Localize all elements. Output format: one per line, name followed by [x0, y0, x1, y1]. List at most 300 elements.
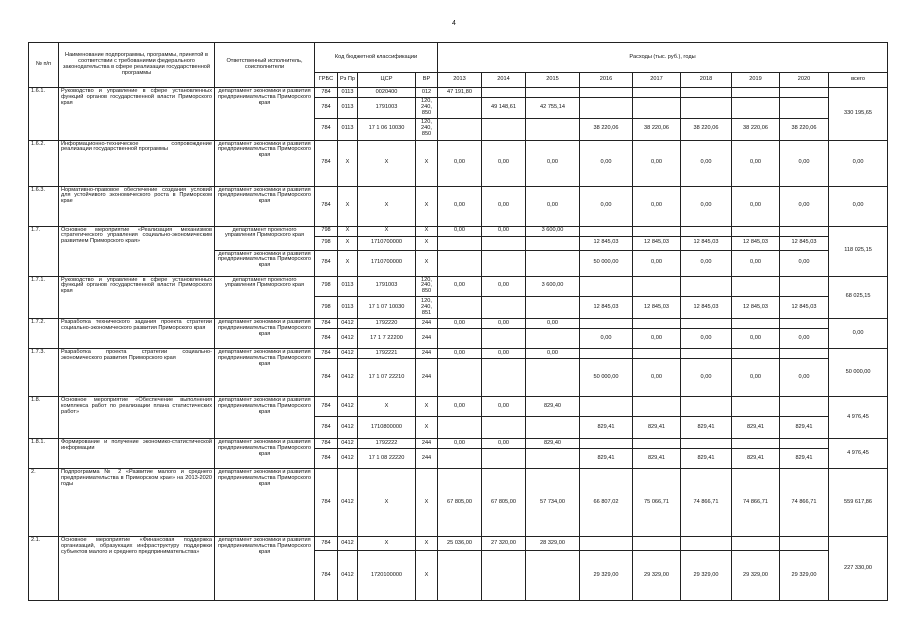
cell-rzpr: 0412 [338, 417, 358, 439]
row-total: 0,00 [829, 140, 888, 186]
cell-2013 [438, 98, 482, 119]
row-total: 4 976,45 [829, 439, 888, 469]
cell-2019: 0,00 [732, 359, 780, 397]
cell-2016: 12 845,03 [580, 297, 633, 319]
cell-2015 [526, 118, 580, 140]
cell-rzpr: X [338, 186, 358, 226]
row-name: Формирование и получение экономико-статистической информации [59, 439, 215, 469]
header-kbk: Код бюджетной классификации [315, 43, 438, 73]
row-executor: департамент проектного управления Приморского края [215, 226, 315, 250]
cell-rzpr: 0412 [338, 469, 358, 537]
cell-csr: 1710700000 [358, 250, 416, 276]
cell-grbs: 784 [315, 449, 338, 469]
cell-2017 [633, 276, 681, 297]
cell-2018 [681, 226, 732, 236]
cell-csr: X [358, 469, 416, 537]
cell-rzpr: X [338, 226, 358, 236]
cell-csr: X [358, 226, 416, 236]
cell-2017 [633, 226, 681, 236]
cell-grbs: 798 [315, 226, 338, 236]
cell-2017: 0,00 [633, 329, 681, 349]
cell-2017: 0,00 [633, 186, 681, 226]
cell-2018: 0,00 [681, 140, 732, 186]
cell-2014 [482, 329, 526, 349]
cell-2014: 0,00 [482, 397, 526, 417]
cell-2013 [438, 449, 482, 469]
cell-rzpr: 0412 [338, 449, 358, 469]
row-executor: департамент экономики и развития предпринимательства Приморского края [215, 439, 315, 469]
cell-2015 [526, 449, 580, 469]
cell-2013 [438, 118, 482, 140]
cell-2013 [438, 250, 482, 276]
cell-2016 [580, 349, 633, 359]
cell-2015 [526, 417, 580, 439]
cell-2020: 12 845,03 [780, 236, 829, 250]
cell-2016 [580, 276, 633, 297]
cell-2019: 38 220,06 [732, 118, 780, 140]
cell-grbs: 784 [315, 319, 338, 329]
cell-2019 [732, 397, 780, 417]
cell-grbs: 798 [315, 276, 338, 297]
cell-2015 [526, 236, 580, 250]
cell-2017: 12 845,03 [633, 236, 681, 250]
cell-2016 [580, 226, 633, 236]
cell-csr: X [358, 537, 416, 551]
cell-vr: 120, 240, 850 [416, 118, 438, 140]
cell-rzpr: 0113 [338, 276, 358, 297]
cell-2015: 829,40 [526, 439, 580, 449]
cell-2014: 0,00 [482, 140, 526, 186]
table-row [29, 439, 888, 449]
cell-2019: 29 329,00 [732, 551, 780, 601]
cell-rzpr: 0412 [338, 329, 358, 349]
cell-2014: 49 148,61 [482, 98, 526, 119]
row-total: 4 976,45 [829, 397, 888, 439]
row-number: 2.1. [29, 537, 59, 601]
table-row [29, 276, 888, 297]
cell-2016 [580, 98, 633, 119]
cell-2014 [482, 359, 526, 397]
cell-rzpr: 0412 [338, 551, 358, 601]
cell-2014 [482, 297, 526, 319]
cell-grbs: 798 [315, 236, 338, 250]
cell-grbs: 784 [315, 88, 338, 98]
header-name: Наименование подпрограммы, программы, принятой в соответствии с требованиями федерального законодательства в сфере реализации государственной программы [59, 43, 215, 88]
cell-2020 [780, 98, 829, 119]
cell-rzpr: 0113 [338, 297, 358, 319]
cell-vr: X [416, 469, 438, 537]
cell-2014: 0,00 [482, 226, 526, 236]
cell-2015: 42 755,14 [526, 98, 580, 119]
cell-grbs: 784 [315, 439, 338, 449]
cell-rzpr: 0113 [338, 88, 358, 98]
row-number: 1.7.2. [29, 319, 59, 349]
cell-2015: 3 600,00 [526, 276, 580, 297]
row-executor: департамент экономики и развития предпринимательства Приморского края [215, 250, 315, 276]
cell-2017: 12 845,03 [633, 297, 681, 319]
cell-2013 [438, 417, 482, 439]
row-executor: департамент экономики и развития предпринимательства Приморского края [215, 397, 315, 439]
cell-2015 [526, 359, 580, 397]
cell-2014: 0,00 [482, 439, 526, 449]
cell-2020: 38 220,06 [780, 118, 829, 140]
table-row [29, 226, 888, 236]
cell-2017 [633, 439, 681, 449]
cell-2016: 66 807,02 [580, 469, 633, 537]
cell-rzpr: 0412 [338, 439, 358, 449]
cell-2016: 29 329,00 [580, 551, 633, 601]
cell-2017: 38 220,06 [633, 118, 681, 140]
header-executor: Ответственный исполнитель, соисполнители [215, 43, 315, 88]
row-name: Руководство и управление в сфере установленных функций органов государственной власти Приморского края [59, 88, 215, 141]
cell-2019 [732, 537, 780, 551]
row-number: 1.8.1. [29, 439, 59, 469]
cell-vr: X [416, 417, 438, 439]
cell-2020 [780, 88, 829, 98]
cell-grbs: 784 [315, 469, 338, 537]
cell-2019 [732, 276, 780, 297]
cell-2013: 0,00 [438, 186, 482, 226]
cell-2016 [580, 319, 633, 329]
table-row [29, 397, 888, 417]
cell-2018: 12 845,03 [681, 297, 732, 319]
cell-2015 [526, 551, 580, 601]
cell-vr: 012 [416, 88, 438, 98]
cell-2019 [732, 98, 780, 119]
cell-2013 [438, 551, 482, 601]
cell-grbs: 784 [315, 397, 338, 417]
row-number: 1.6.2. [29, 140, 59, 186]
cell-grbs: 784 [315, 329, 338, 349]
cell-vr: X [416, 236, 438, 250]
row-executor: департамент экономики и развития предпринимательства Приморского края [215, 349, 315, 397]
cell-vr: 244 [416, 359, 438, 397]
cell-2020 [780, 276, 829, 297]
cell-2019 [732, 349, 780, 359]
header-2020: 2020 [780, 73, 829, 88]
cell-2018: 29 329,00 [681, 551, 732, 601]
row-name: Разработка технического задания проекта стратегии социально-экономического развития Приморского края [59, 319, 215, 349]
header-csr: ЦСР [358, 73, 416, 88]
cell-rzpr: X [338, 250, 358, 276]
row-executor: департамент экономики и развития предпринимательства Приморского края [215, 319, 315, 349]
cell-csr: X [358, 186, 416, 226]
header-2017: 2017 [633, 73, 681, 88]
cell-2014: 0,00 [482, 276, 526, 297]
header-2019: 2019 [732, 73, 780, 88]
cell-2013 [438, 329, 482, 349]
row-number: 1.6.3. [29, 186, 59, 226]
cell-2019: 0,00 [732, 250, 780, 276]
cell-2018: 0,00 [681, 359, 732, 397]
cell-2013: 67 805,00 [438, 469, 482, 537]
cell-2015: 829,40 [526, 397, 580, 417]
cell-2014: 27 320,00 [482, 537, 526, 551]
cell-2018 [681, 88, 732, 98]
table-row [29, 469, 888, 537]
cell-2017: 0,00 [633, 140, 681, 186]
cell-2019: 0,00 [732, 329, 780, 349]
row-executor: департамент экономики и развития предпринимательства Приморского края [215, 140, 315, 186]
cell-2015: 0,00 [526, 319, 580, 329]
cell-2020: 0,00 [780, 140, 829, 186]
cell-2016: 38 220,06 [580, 118, 633, 140]
table-header [29, 43, 888, 88]
cell-2016: 829,41 [580, 449, 633, 469]
cell-vr: 244 [416, 449, 438, 469]
cell-csr: 17 1 07 10030 [358, 297, 416, 319]
header-total: всего [829, 73, 888, 88]
row-name: Нормативно-правовое обеспечение создания условий для устойчивого экономического роста в Приморском крае [59, 186, 215, 226]
row-total: 227 330,00 [829, 537, 888, 601]
cell-2020: 12 845,03 [780, 297, 829, 319]
cell-2016: 12 845,03 [580, 236, 633, 250]
cell-2019: 829,41 [732, 449, 780, 469]
cell-2014: 0,00 [482, 319, 526, 329]
cell-grbs: 784 [315, 140, 338, 186]
cell-2014: 0,00 [482, 349, 526, 359]
header-rzpr: Рз Пр [338, 73, 358, 88]
cell-grbs: 784 [315, 98, 338, 119]
header-2016: 2016 [580, 73, 633, 88]
cell-2013: 0,00 [438, 439, 482, 449]
cell-2019 [732, 226, 780, 236]
table-row [29, 186, 888, 226]
cell-2016: 0,00 [580, 186, 633, 226]
cell-vr: 244 [416, 319, 438, 329]
cell-csr: 1792220 [358, 319, 416, 329]
cell-2014 [482, 551, 526, 601]
cell-2020 [780, 537, 829, 551]
row-number: 1.7. [29, 226, 59, 276]
cell-2013: 0,00 [438, 226, 482, 236]
cell-vr: X [416, 397, 438, 417]
cell-2016: 829,41 [580, 417, 633, 439]
cell-csr: 0020400 [358, 88, 416, 98]
cell-2018 [681, 439, 732, 449]
cell-2013: 25 036,00 [438, 537, 482, 551]
cell-2013: 47 191,80 [438, 88, 482, 98]
cell-2014: 67 805,00 [482, 469, 526, 537]
table-row [29, 349, 888, 359]
cell-2019: 829,41 [732, 417, 780, 439]
cell-2013: 0,00 [438, 276, 482, 297]
table-body [29, 88, 888, 601]
cell-csr: 1710700000 [358, 236, 416, 250]
cell-2013 [438, 359, 482, 397]
cell-2015 [526, 297, 580, 319]
table-row [29, 537, 888, 551]
budget-table-container [28, 42, 887, 604]
cell-2017 [633, 397, 681, 417]
cell-csr: 1710800000 [358, 417, 416, 439]
table-row [29, 88, 888, 98]
cell-2015: 0,00 [526, 140, 580, 186]
cell-2018: 829,41 [681, 417, 732, 439]
header-grbs: ГРБС [315, 73, 338, 88]
cell-2020: 0,00 [780, 250, 829, 276]
cell-2017: 0,00 [633, 250, 681, 276]
row-executor: департамент экономики и развития предпринимательства Приморского края [215, 88, 315, 141]
cell-2019: 0,00 [732, 186, 780, 226]
cell-vr: X [416, 186, 438, 226]
cell-2013: 0,00 [438, 397, 482, 417]
row-number: 1.7.3. [29, 349, 59, 397]
cell-grbs: 784 [315, 417, 338, 439]
cell-2013: 0,00 [438, 319, 482, 329]
cell-2018 [681, 397, 732, 417]
cell-rzpr: 0113 [338, 118, 358, 140]
cell-2017 [633, 88, 681, 98]
cell-grbs: 784 [315, 250, 338, 276]
cell-2014 [482, 236, 526, 250]
cell-2018: 12 845,03 [681, 236, 732, 250]
cell-2015 [526, 250, 580, 276]
cell-2018: 38 220,06 [681, 118, 732, 140]
cell-2019 [732, 319, 780, 329]
table-row [29, 140, 888, 186]
cell-2020 [780, 439, 829, 449]
cell-grbs: 784 [315, 118, 338, 140]
cell-rzpr: 0412 [338, 359, 358, 397]
row-name: Разработка проекта стратегии социально-экономического развития Приморского края [59, 349, 215, 397]
row-executor: департамент экономики и развития предпринимательства Приморского края [215, 186, 315, 226]
cell-2016 [580, 397, 633, 417]
row-number: 1.8. [29, 397, 59, 439]
cell-2019 [732, 439, 780, 449]
cell-csr: 1720100000 [358, 551, 416, 601]
cell-rzpr: 0113 [338, 98, 358, 119]
page-number: 4 [452, 20, 456, 27]
cell-2018 [681, 537, 732, 551]
cell-2016 [580, 88, 633, 98]
cell-2020 [780, 226, 829, 236]
cell-vr: 120, 240, 850 [416, 98, 438, 119]
cell-2014 [482, 417, 526, 439]
row-name: Основное мероприятие «Финансовая поддержка организаций, образующих инфраструктуру поддержки субъектов малого и среднего предпринимательства» [59, 537, 215, 601]
cell-2014 [482, 250, 526, 276]
cell-2017: 75 066,71 [633, 469, 681, 537]
cell-vr: X [416, 226, 438, 236]
row-total: 50 000,00 [829, 349, 888, 397]
row-name: Руководство и управление в сфере установленных функций органов государственной власти Приморского края [59, 276, 215, 319]
table-row [29, 319, 888, 329]
cell-2020: 0,00 [780, 329, 829, 349]
cell-2018: 0,00 [681, 186, 732, 226]
cell-2015: 0,00 [526, 186, 580, 226]
cell-rzpr: X [338, 140, 358, 186]
cell-csr: X [358, 140, 416, 186]
cell-2018: 0,00 [681, 329, 732, 349]
cell-2019: 12 845,03 [732, 297, 780, 319]
cell-grbs: 784 [315, 537, 338, 551]
row-name: Основное мероприятие «Реализация механизмов стратегического управления социально-экономическим развитием Приморского края» [59, 226, 215, 276]
cell-2015: 0,00 [526, 349, 580, 359]
header-expenses: Расходы (тыс. руб.), годы [438, 43, 888, 73]
cell-grbs: 798 [315, 297, 338, 319]
cell-2020: 0,00 [780, 186, 829, 226]
cell-rzpr: 0412 [338, 319, 358, 329]
cell-csr: 17 1 06 10030 [358, 118, 416, 140]
row-number: 1.7.1. [29, 276, 59, 319]
cell-2016 [580, 439, 633, 449]
cell-2016: 50 000,00 [580, 250, 633, 276]
cell-vr: 120, 240, 850 [416, 276, 438, 297]
cell-2020: 0,00 [780, 359, 829, 397]
header-2018: 2018 [681, 73, 732, 88]
cell-csr: 1791003 [358, 98, 416, 119]
cell-csr: 1792221 [358, 349, 416, 359]
cell-vr: 244 [416, 349, 438, 359]
cell-csr: 17 1 07 22210 [358, 359, 416, 397]
cell-vr: X [416, 537, 438, 551]
cell-2013 [438, 297, 482, 319]
header-2013: 2013 [438, 73, 482, 88]
header-vr: ВР [416, 73, 438, 88]
cell-2019: 74 866,71 [732, 469, 780, 537]
row-name: Информационно-техническое сопровождение реализации государственной программы [59, 140, 215, 186]
cell-2020 [780, 349, 829, 359]
cell-2018: 0,00 [681, 250, 732, 276]
cell-vr: 244 [416, 439, 438, 449]
cell-2020: 829,41 [780, 449, 829, 469]
row-total: 330 195,65 [829, 88, 888, 141]
row-total: 0,00 [829, 319, 888, 349]
cell-2016: 0,00 [580, 140, 633, 186]
cell-rzpr: X [338, 236, 358, 250]
cell-rzpr: 0412 [338, 537, 358, 551]
cell-csr: 17 1 7 22200 [358, 329, 416, 349]
cell-2017: 829,41 [633, 449, 681, 469]
cell-2015: 28 329,00 [526, 537, 580, 551]
cell-2017 [633, 98, 681, 119]
cell-vr: X [416, 250, 438, 276]
cell-2016 [580, 537, 633, 551]
cell-2017: 0,00 [633, 359, 681, 397]
cell-2019: 12 845,03 [732, 236, 780, 250]
budget-table [28, 42, 888, 601]
cell-2020 [780, 397, 829, 417]
cell-2018 [681, 319, 732, 329]
cell-2015 [526, 329, 580, 349]
cell-2016: 0,00 [580, 329, 633, 349]
row-number: 2. [29, 469, 59, 537]
cell-rzpr: 0412 [338, 349, 358, 359]
cell-2014: 0,00 [482, 186, 526, 226]
cell-2016: 50 000,00 [580, 359, 633, 397]
cell-csr: 1792222 [358, 439, 416, 449]
cell-2018 [681, 349, 732, 359]
cell-2015: 3 600,00 [526, 226, 580, 236]
cell-2015 [526, 88, 580, 98]
cell-csr: 17 1 08 22220 [358, 449, 416, 469]
cell-2018: 74 866,71 [681, 469, 732, 537]
row-name: Подпрограмма № 2 «Развитие малого и среднего предпринимательства в Приморском крае» на 2013-2020 годы [59, 469, 215, 537]
cell-2018 [681, 98, 732, 119]
cell-2013: 0,00 [438, 349, 482, 359]
row-total: 0,00 [829, 186, 888, 226]
cell-2017: 829,41 [633, 417, 681, 439]
row-executor: департамент экономики и развития предпринимательства Приморского края [215, 469, 315, 537]
row-executor: департамент экономики и развития предпринимательства Приморского края [215, 537, 315, 601]
cell-2020 [780, 319, 829, 329]
row-total: 118 025,15 [829, 226, 888, 276]
row-total: 559 617,86 [829, 469, 888, 537]
cell-2017: 29 329,00 [633, 551, 681, 601]
row-executor: департамент проектного управления Приморского края [215, 276, 315, 319]
cell-2017 [633, 349, 681, 359]
row-number: 1.6.1. [29, 88, 59, 141]
